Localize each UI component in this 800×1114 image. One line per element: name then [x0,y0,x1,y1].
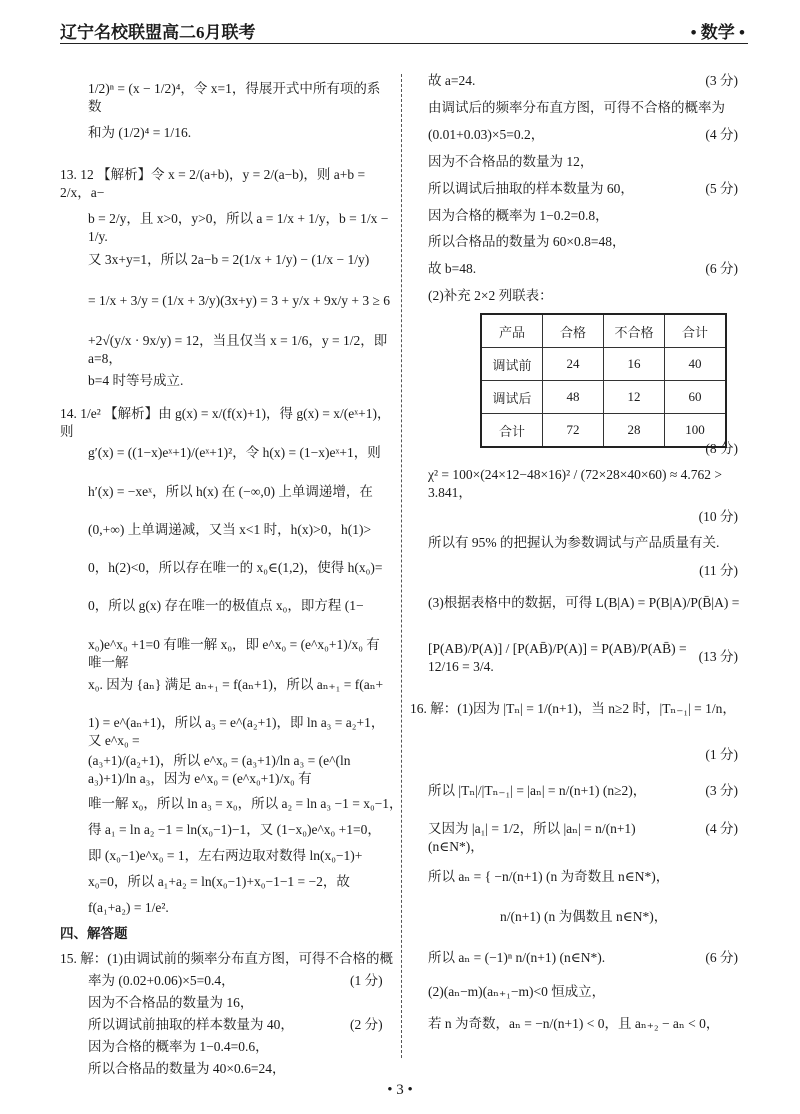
contingency-table [480,313,727,448]
text-line: 由调试后的频率分布直方图，可得不合格的概率为 [428,100,725,115]
text-line: 和为 (1/2)⁴ = 1/16. [88,125,192,140]
text-line: 所以 |Tₙ|/|Tₙ₋₁| = |aₙ| = n/(n+1) (n≥2)， [428,783,647,798]
table-cell: 60 [665,381,727,414]
section-heading: 四、解答题 [60,926,128,941]
score: (8 分) [705,441,738,456]
score: (4 分) [705,821,738,836]
score: (13 分) [698,649,738,664]
table-row [481,348,726,381]
text-line: = 1/x + 3/y = (1/x + 3/y)(3x+y) = 3 + y/x + 9x/y + 3 ≥ 6 [88,293,391,308]
chi-square-formula: χ² = 100×(24×12−48×16)² / (72×28×40×60) ≈ 4.762 > 3.841， [428,467,723,500]
text-line: 因为不合格品的数量为 16， [88,995,254,1010]
table-header-row [481,314,726,348]
text-line: [P(AB)/P(A)] / [P(AB̄)/P(A)] = P(AB)/P(AB̄) = 12/16 = 3/4. [428,641,687,674]
table-cell: 100 [665,414,727,448]
text-line: 所以调试后抽取的样本数量为 60， [428,181,634,196]
text-line: 唯一解 x₀，所以 ln a₃ = x₀，所以 a₂ = ln a₃ −1 = x₀−1， [88,796,403,811]
header-rule [60,43,748,44]
answer-13: 13. 12 【解析】令 x = 2/(a+b)，y = 2/(a−b)，则 a+b = 2/x，a− [60,167,366,200]
table-cell: 12 [604,381,665,414]
text-line: 故 a=24. [428,73,476,88]
table-cell: 28 [604,414,665,448]
score: (6 分) [705,950,738,965]
table-cell: 72 [543,414,604,448]
answer-14: 14. 1/e² 【解析】由 g(x) = x/(f(x)+1)，得 g(x) = x/(eˣ+1)，则 [60,406,391,439]
score: (4 分) [705,127,738,142]
table-header-cell: 不合格 [604,314,665,348]
table-cell: 40 [665,348,727,381]
table-header-cell: 合计 [665,314,727,348]
text-line: g′(x) = ((1−x)eˣ+1)/(eˣ+1)²，令 h(x) = (1−x)eˣ+1，则 [88,445,381,460]
score: (10 分) [698,509,738,524]
score: (1 分) [350,973,383,988]
text-line: 0，h(2)<0，所以存在唯一的 x₀∈(1,2)，使得 h(x₀)= [88,560,383,575]
text-line: 得 a₁ = ln a₂ −1 = ln(x₀−1)−1，又 (1−x₀)e^x₀ +1=0， [88,822,381,837]
answer-15: 15. 解：(1)由调试前的频率分布直方图，可得不合格的概 [60,951,393,966]
text-line: (2)补充 2×2 列联表： [428,288,553,303]
text-line: 若 n 为奇数，aₙ = −n/(n+1) < 0，且 aₙ₊₂ − aₙ < 0， [428,1016,720,1031]
text-line: 1/2)ⁿ = (x − 1/2)⁴，令 x=1，得展开式中所有项的系数 [88,81,381,114]
score: (11 分) [699,563,738,578]
text-line: 0，所以 g(x) 存在唯一的极值点 x₀，即方程 (1− [88,598,364,613]
text-line: (a₃+1)/(a₂+1)，所以 e^x₀ = (a₃+1)/ln a₃ = (e^(ln a₃)+1)/ln a₃，因为 e^x₀ = (e^x₀+1)/x₀ 有 [88,753,351,786]
text-line: b=4 时等号成立. [88,373,184,388]
text-line: 所以 aₙ = (−1)ⁿ n/(n+1) (n∈N*). [428,950,606,965]
table-cell: 调试后 [481,381,543,414]
score: (6 分) [705,261,738,276]
text-line: b = 2/y，且 x>0，y>0，所以 a = 1/x + 1/y，b = 1/x − 1/y. [88,211,389,244]
text-line: 所以调试前抽取的样本数量为 40， [88,1017,294,1032]
text-line: 所以合格品的数量为 60×0.8=48， [428,234,626,249]
page-number: • 3 • [387,1082,413,1098]
text-line: 即 (x₀−1)e^x₀ = 1，左右两边取对数得 ln(x₀−1)+ [88,848,363,863]
table-header-cell: 产品 [481,314,543,348]
text-line: (0,+∞) 上单调递减，又当 x<1 时，h(x)>0，h(1)> [88,522,372,537]
score: (5 分) [705,181,738,196]
text-line: (0.01+0.03)×5=0.2， [428,127,545,142]
text-line: 又因为 |a₁| = 1/2，所以 |aₙ| = n/(n+1) (n∈N*)， [428,821,636,854]
text-line: 所以合格品的数量为 40×0.6=24， [88,1061,286,1076]
table-cell: 调试前 [481,348,543,381]
table-cell: 合计 [481,414,543,448]
table-cell: 48 [543,381,604,414]
text-line: f(a₁+a₂) = 1/e². [88,900,169,915]
text-line: 率为 (0.02+0.06)×5=0.4， [88,973,235,988]
text-line: x₀)e^x₀ +1=0 有唯一解 x₀，即 e^x₀ = (e^x₀+1)/x₀ 有唯一解 [88,637,380,670]
text-line: x₀. 因为 {aₙ} 满足 aₙ₊₁ = f(aₙ+1)，所以 aₙ₊₁ = f(aₙ+ [88,677,384,692]
text-line: (3)根据表格中的数据，可得 L(B|A) = P(B|A)/P(B̄|A) = [428,595,740,610]
text-line: 又 3x+y=1，所以 2a−b = 2(1/x + 1/y) − (1/x − 1/y) [88,252,370,267]
table-row [481,381,726,414]
piecewise-line-1: 所以 aₙ = { −n/(n+1) (n 为奇数且 n∈N*)， [428,869,670,884]
piecewise-line-2: n/(n+1) (n 为偶数且 n∈N*)， [500,909,668,924]
text-line: 因为合格的概率为 1−0.2=0.8， [428,208,609,223]
score: (2 分) [350,1017,383,1032]
answer-16: 16. 解：(1)因为 |Tₙ| = 1/(n+1)，当 n≥2 时，|Tₙ₋₁| = 1/n， [410,701,736,716]
score: (1 分) [705,747,738,762]
text-line: 1) = e^(aₙ+1)，所以 a₃ = e^(a₂+1)，即 ln a₃ = a₂+1，又 e^x₀ = [88,715,385,748]
text-line: x₀=0，所以 a₁+a₂ = ln(x₀−1)+x₀−1−1 = −2，故 [88,874,350,889]
score: (3 分) [705,73,738,88]
header-title: 辽宁名校联盟高二6月联考 [60,23,256,42]
text-line: 所以有 95% 的把握认为参数调试与产品质量有关. [428,535,720,550]
text-line: 因为合格的概率为 1−0.4=0.6， [88,1039,269,1054]
text-line: h′(x) = −xeˣ，所以 h(x) 在 (−∞,0) 上单调递增，在 [88,484,373,499]
text-line: +2√(y/x · 9x/y) = 12，当且仅当 x = 1/6，y = 1/2，即 a=8， [88,333,388,366]
score: (3 分) [705,783,738,798]
table-row [481,414,726,448]
table-header-cell: 合格 [543,314,604,348]
text-line: (2)(aₙ−m)(aₙ₊₁−m)<0 恒成立， [428,984,606,999]
table-cell: 24 [543,348,604,381]
text-line: 故 b=48. [428,261,477,276]
table-cell: 16 [604,348,665,381]
text-line: 因为不合格品的数量为 12， [428,154,594,169]
header-subject: • 数学 • [690,23,745,42]
column-divider [401,74,402,1058]
